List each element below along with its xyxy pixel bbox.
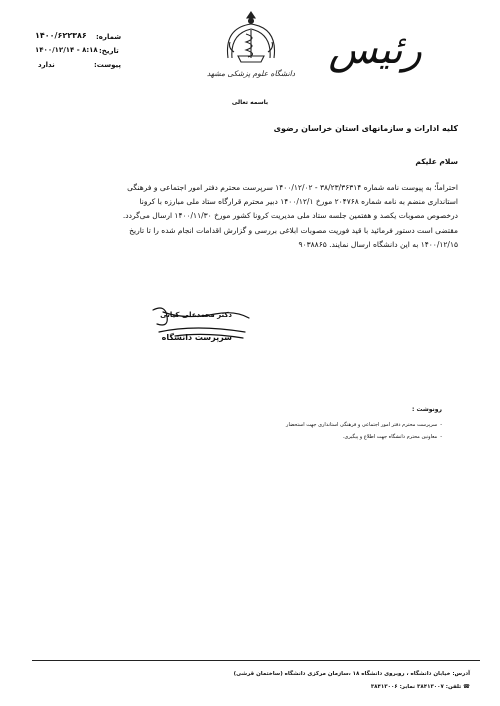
footer-address: آدرس: خیابان دانشگاه ، روبروی دانشگاه ۱۸ ،سازمان مرکزی دانشگاه (ساختمان قرشی) [233,671,470,677]
letter-greeting: سلام علیکم [415,157,458,166]
letter-body-line: استانداری منضم به نامه شماره ۲۰۴۷۶۸ مورخ ۱۴۰۰/۱۲/۱ دبیر محترم قرارگاه ستاد ملی مبارزه با کرونا [139,197,458,207]
footer-phone [371,684,470,690]
basmala: باسمه تعالی [231,99,269,106]
copies-item: - سرپرست محترم دفتر امور اجتماعی و فرهنگی استانداری جهت استحضار [286,422,442,428]
signatory-name: دکتر محمدعلی کیانی [160,311,232,319]
signatory-title: سرپرست دانشگاه [161,333,232,342]
footer-divider [32,660,480,661]
emblem-caption: دانشگاه علوم پزشکی مشهد [206,69,296,78]
letter-body-line: مقتضی است دستور فرمائید با قید فوریت مصوبات ابلاغی بررسی و گزارش اقدامات انجام شده را تا تاریخ [129,225,458,235]
meta-number-value: ۱۴۰۰/۶۲۲۳۸۶ [35,31,87,40]
copies-item: - معاونین محترم دانشگاه جهت اطلاع و پیگیری. [343,434,442,440]
letterhead-title: رئیس [328,27,422,73]
phone-icon: ☎ [463,684,470,690]
university-emblem-icon [206,8,296,86]
meta-attachment-label: پیوست: [94,61,121,69]
meta-attachment-value: ندارد [38,61,55,69]
meta-date-value: ۱۴۰۰/۱۲/۱۴ - ۸:۱۸ [35,46,98,54]
footer-phone-text: تلفن: ۳۸۴۱۳۰۰۷ نمابر: ۳۸۴۱۳۰۰۶ [370,684,462,690]
letter-body-line: ۱۴۰۰/۱۲/۱۵ به این دانشگاه ارسال نمایند. ۹۰۳۸۸۶۵ [298,239,458,249]
copies-title: رونوشت : [412,406,442,413]
meta-date-label: تاریخ: [99,47,119,55]
letter-body [38,181,458,252]
letter-recipient: کلیه ادارات و سازمانهای استان خراسان رضوی [273,124,458,133]
letter-body-line: درخصوص مصوبات یکصد و هفتمین جلسه ستاد ملی مدیریت کرونا کشور مورخ ۱۴۰۰/۱۱/۳۰ ارسال می‌گردد. [122,211,458,221]
meta-number-label: شماره: [96,33,122,41]
letter-body-line: احتراماً؛ به پیوست نامه شماره ۳۸/۲۳/۳۶۳۱۴ - ۱۴۰۰/۱۲/۰۲ سرپرست محترم دفتر امور اجتماعی و فرهنگی [127,183,458,192]
